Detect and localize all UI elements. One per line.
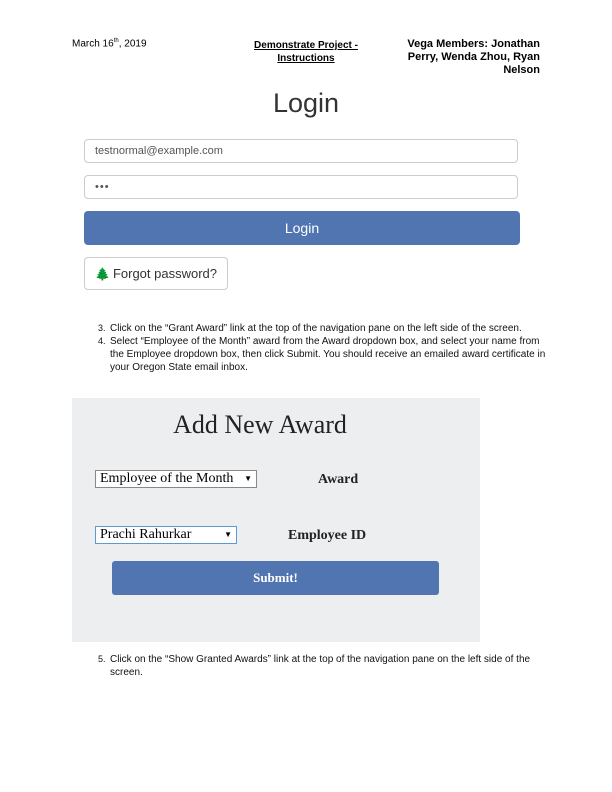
award-label: Award (318, 472, 359, 487)
add-award-heading: Add New Award (173, 410, 347, 439)
dropdown-arrow-icon: ▼ (224, 530, 232, 539)
document-date: March 16th, 2019 (72, 38, 147, 50)
add-award-panel (72, 398, 480, 642)
login-button[interactable]: Login (84, 211, 520, 245)
dropdown-arrow-icon: ▼ (244, 474, 252, 483)
document-title: Demonstrate Project - Instructions (254, 40, 358, 64)
email-field[interactable]: testnormal@example.com (84, 139, 518, 163)
employee-select[interactable]: Prachi Rahurkar ▼ (95, 526, 237, 544)
instruction-step: 5. Click on the “Show Granted Awards” link at the top of the navigation pane on the left side of the screen. (108, 653, 554, 679)
instruction-list-b (86, 653, 554, 679)
password-field[interactable]: ••• (84, 175, 518, 199)
instruction-step: 4. Select “Employee of the Month” award from the Award dropdown box, and select your name from the Employee dropdown box, then click Submit. You should receive an emailed award certificate in your Oregon State email inbox. (108, 335, 554, 374)
forgot-password-label: Forgot password? (112, 266, 218, 281)
team-members: Vega Members: Jonathan Perry, Wenda Zhou, Ryan Nelson (407, 38, 540, 76)
tree-icon: 🌲 (95, 267, 110, 281)
login-heading: Login (272, 88, 340, 118)
award-select[interactable]: Employee of the Month ▼ (95, 470, 257, 488)
instruction-step: 3. Click on the “Grant Award” link at the top of the navigation pane on the left side of the screen. (108, 322, 554, 335)
instruction-list-a (86, 322, 554, 374)
employee-id-label: Employee ID (288, 528, 367, 543)
forgot-password-button[interactable] (84, 257, 228, 290)
submit-button[interactable]: Submit! (112, 561, 439, 595)
